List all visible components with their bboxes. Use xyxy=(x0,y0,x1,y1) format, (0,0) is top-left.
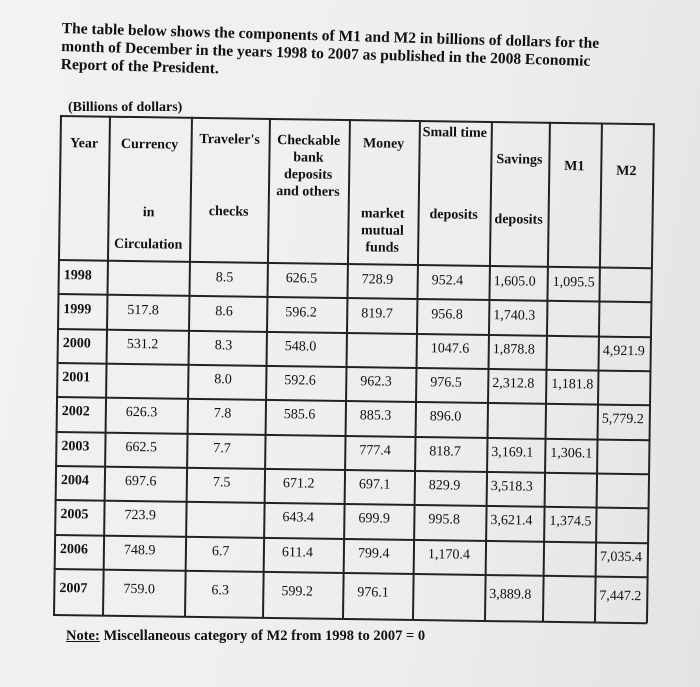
cell-checkable: 611.4 xyxy=(281,545,313,561)
cell-checkable: 626.5 xyxy=(285,271,318,287)
cell-year: 2005 xyxy=(60,507,89,523)
cell-checkable: 596.2 xyxy=(285,305,317,321)
cell-m2: 5,779.2 xyxy=(601,411,644,428)
cell-travelers: 7.5 xyxy=(212,475,231,491)
cell-small: 818.7 xyxy=(429,444,461,460)
cell-currency: 759.0 xyxy=(123,581,155,598)
cell-savings: 1,878.8 xyxy=(492,342,535,358)
cell-money: 699.9 xyxy=(358,511,390,527)
cell-year: 2002 xyxy=(61,404,90,420)
cell-small: 995.8 xyxy=(428,512,460,528)
header-checkable: Checkable bank deposits and others xyxy=(276,133,341,200)
header-travelers: Traveler's xyxy=(199,131,260,148)
cell-savings: 3,169.1 xyxy=(491,445,534,461)
cell-checkable: 585.6 xyxy=(283,407,316,423)
m1-m2-table xyxy=(53,115,654,623)
cell-year: 2007 xyxy=(59,581,88,597)
note-text: Miscellaneous category of M2 from 1998 to 2007 = 0 xyxy=(99,628,426,644)
cell-currency: 723.9 xyxy=(124,507,157,524)
cell-travelers: 7.7 xyxy=(213,441,231,457)
cell-savings: 3,889.8 xyxy=(489,587,532,603)
cell-travelers: 8.5 xyxy=(215,270,234,286)
cell-savings: 1,740.3 xyxy=(493,308,536,324)
cell-money: 976.1 xyxy=(357,585,389,601)
units-label: (Billions of dollars) xyxy=(68,100,183,115)
cell-money: 777.4 xyxy=(359,443,391,459)
cell-checkable: 548.0 xyxy=(284,339,317,355)
cell-year: 1998 xyxy=(63,268,92,284)
cell-currency: 517.8 xyxy=(127,302,159,319)
header-travelers-checks: checks xyxy=(208,204,249,220)
cell-currency: 697.6 xyxy=(124,473,157,490)
cell-checkable: 671.2 xyxy=(282,476,315,492)
cell-money: 819.7 xyxy=(361,306,393,322)
header-money-sub: market mutual funds xyxy=(360,206,405,256)
cell-currency: 531.2 xyxy=(126,336,159,353)
cell-m1: 1,095.5 xyxy=(552,274,595,291)
cell-travelers: 8.3 xyxy=(214,338,233,354)
cell-small: 976.5 xyxy=(430,375,462,391)
cell-savings: 3,621.4 xyxy=(490,513,533,529)
cell-checkable: 599.2 xyxy=(281,584,313,600)
cell-checkable: 592.6 xyxy=(284,373,316,389)
cell-small: 896.0 xyxy=(429,409,462,425)
header-year: Year xyxy=(69,136,99,152)
cell-savings: 2,312.8 xyxy=(492,376,535,392)
footnote xyxy=(66,628,425,645)
header-m2: M2 xyxy=(616,163,637,180)
header-small-deposits: deposits xyxy=(429,207,478,223)
cell-m2: 7,447.2 xyxy=(599,588,642,605)
intro-paragraph: The table below shows the components of M1 and M2 in billions of dollars for the month of December in the years 1998 to 2007 as published in the 2008 Economic Report of the President. xyxy=(60,20,600,78)
cell-savings: 1,605.0 xyxy=(493,274,536,290)
cell-money: 885.3 xyxy=(359,408,392,424)
cell-year: 2006 xyxy=(59,542,89,558)
cell-year: 1999 xyxy=(63,302,92,318)
cell-small: 1,170.4 xyxy=(427,547,470,563)
cell-money: 697.1 xyxy=(358,477,391,493)
cell-money: 962.3 xyxy=(360,374,392,390)
cell-checkable: 643.4 xyxy=(282,510,315,526)
cell-year: 2000 xyxy=(62,336,91,352)
cell-currency: 662.5 xyxy=(125,439,157,456)
cell-small: 829.9 xyxy=(428,478,461,494)
cell-money: 728.9 xyxy=(361,272,394,288)
note-label: Note: xyxy=(66,628,100,644)
cell-money: 799.4 xyxy=(357,546,390,562)
cell-year: 2004 xyxy=(60,473,89,489)
cell-travelers: 6.7 xyxy=(211,544,230,560)
header-m1: M1 xyxy=(564,159,585,175)
cell-currency: 626.3 xyxy=(125,404,158,421)
cell-year: 2001 xyxy=(62,370,91,386)
header-savings: Savings xyxy=(496,152,543,168)
header-currency: Currency xyxy=(120,136,179,153)
cell-travelers: 8.0 xyxy=(214,372,232,388)
cell-currency: 748.9 xyxy=(123,542,156,559)
cell-m1: 1,181.8 xyxy=(551,376,594,393)
cell-m1: 1,374.5 xyxy=(549,513,592,530)
cell-savings: 3,518.3 xyxy=(490,479,533,495)
header-currency-circulation: Circulation xyxy=(113,236,183,253)
cell-small: 1047.6 xyxy=(430,341,470,357)
cell-travelers: 7.8 xyxy=(213,406,232,422)
header-savings-deposits: deposits xyxy=(494,212,543,228)
cell-m2: 7,035.4 xyxy=(599,549,642,566)
cell-travelers: 6.3 xyxy=(211,583,229,599)
cell-m1: 1,306.1 xyxy=(550,445,593,462)
cell-small: 952.4 xyxy=(431,273,464,289)
cell-m2: 4,921.9 xyxy=(602,343,645,360)
cell-travelers: 8.6 xyxy=(215,304,233,320)
header-small-time: Small time xyxy=(422,125,487,141)
cell-small: 956.8 xyxy=(431,307,463,323)
cell-year: 2003 xyxy=(61,439,90,455)
header-currency-in: in xyxy=(142,205,155,221)
header-money: Money xyxy=(362,136,405,152)
